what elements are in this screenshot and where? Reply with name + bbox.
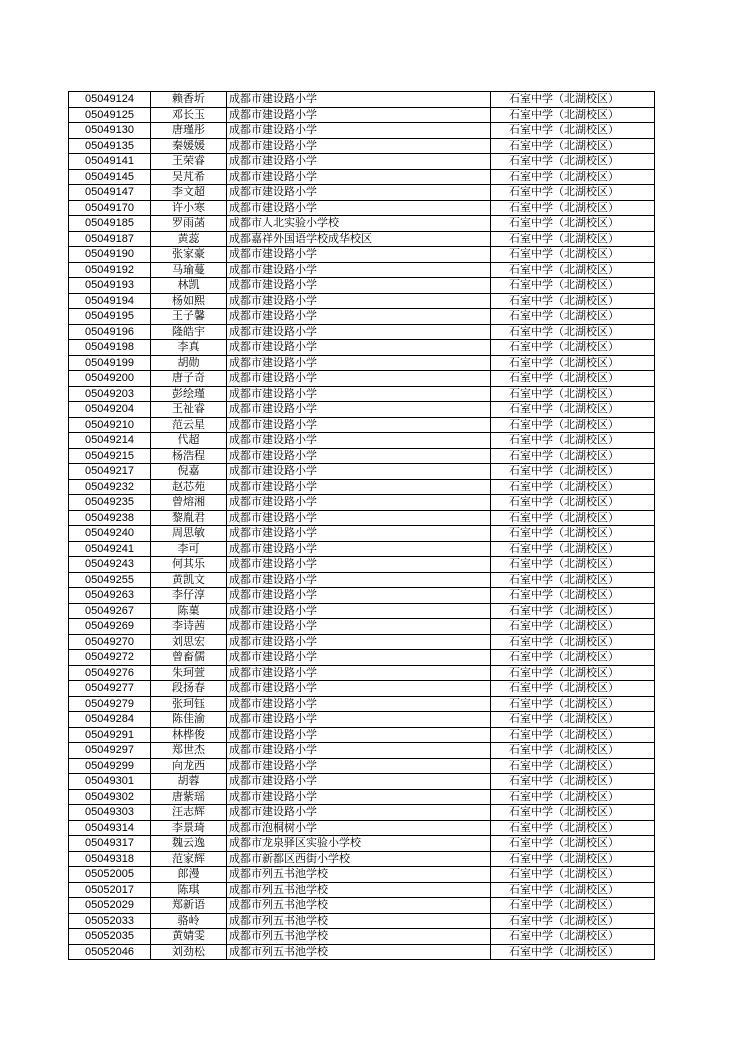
- admitted-school-cell: 石室中学（北湖校区）: [491, 262, 655, 278]
- primary-school-cell: 成都市建设路小学: [227, 247, 491, 263]
- student-name-cell: 郎漫: [151, 867, 227, 883]
- student-name-cell: 胡蓉: [151, 774, 227, 790]
- table-row: [69, 278, 655, 294]
- table-row: [69, 169, 655, 185]
- student-name-cell: 林凯: [151, 278, 227, 294]
- student-id-cell: 05049255: [69, 572, 151, 588]
- student-id-cell: 05049125: [69, 107, 151, 123]
- student-name-cell: 李诗茜: [151, 619, 227, 635]
- admitted-school-cell: 石室中学（北湖校区）: [491, 510, 655, 526]
- admitted-school-cell: 石室中学（北湖校区）: [491, 309, 655, 325]
- table-row: [69, 216, 655, 232]
- admitted-school-cell: 石室中学（北湖校区）: [491, 712, 655, 728]
- student-name-cell: 马瑜蔓: [151, 262, 227, 278]
- student-name-cell: 李可: [151, 541, 227, 557]
- table-row: [69, 665, 655, 681]
- primary-school-cell: 成都市建设路小学: [227, 464, 491, 480]
- primary-school-cell: 成都市建设路小学: [227, 417, 491, 433]
- table-row: [69, 371, 655, 387]
- admitted-school-cell: 石室中学（北湖校区）: [491, 355, 655, 371]
- table-row: [69, 324, 655, 340]
- primary-school-cell: 成都市泡桐树小学: [227, 820, 491, 836]
- table-row: [69, 681, 655, 697]
- table-row: [69, 929, 655, 945]
- student-name-cell: 黄蕊: [151, 231, 227, 247]
- admitted-school-cell: 石室中学（北湖校区）: [491, 169, 655, 185]
- table-row: [69, 619, 655, 635]
- student-id-cell: 05052017: [69, 882, 151, 898]
- table-row: [69, 789, 655, 805]
- student-name-cell: 黄婧雯: [151, 929, 227, 945]
- table-row: [69, 836, 655, 852]
- student-id-cell: 05052029: [69, 898, 151, 914]
- student-name-cell: 李景琦: [151, 820, 227, 836]
- student-name-cell: 汪志辉: [151, 805, 227, 821]
- table-row: [69, 510, 655, 526]
- student-id-cell: 05049267: [69, 603, 151, 619]
- primary-school-cell: 成都市建设路小学: [227, 727, 491, 743]
- student-id-cell: 05049196: [69, 324, 151, 340]
- admitted-school-cell: 石室中学（北湖校区）: [491, 278, 655, 294]
- primary-school-cell: 成都市建设路小学: [227, 774, 491, 790]
- table-body: [69, 92, 655, 960]
- student-name-cell: 黄凯文: [151, 572, 227, 588]
- primary-school-cell: 成都市建设路小学: [227, 340, 491, 356]
- student-id-cell: 05049263: [69, 588, 151, 604]
- admitted-school-cell: 石室中学（北湖校区）: [491, 681, 655, 697]
- admitted-school-cell: 石室中学（北湖校区）: [491, 944, 655, 960]
- student-name-cell: 唐瑾彤: [151, 123, 227, 139]
- student-id-cell: 05049317: [69, 836, 151, 852]
- table-row: [69, 572, 655, 588]
- student-name-cell: 王祉睿: [151, 402, 227, 418]
- student-id-cell: 05049193: [69, 278, 151, 294]
- primary-school-cell: 成都市建设路小学: [227, 262, 491, 278]
- admitted-school-cell: 石室中学（北湖校区）: [491, 774, 655, 790]
- primary-school-cell: 成都市建设路小学: [227, 138, 491, 154]
- table-row: [69, 355, 655, 371]
- primary-school-cell: 成都市人北实验小学校: [227, 216, 491, 232]
- primary-school-cell: 成都市建设路小学: [227, 541, 491, 557]
- admitted-school-cell: 石室中学（北湖校区）: [491, 417, 655, 433]
- table-row: [69, 92, 655, 108]
- student-name-cell: 杨浩程: [151, 448, 227, 464]
- primary-school-cell: 成都嘉祥外国语学校成华校区: [227, 231, 491, 247]
- student-name-cell: 唐紫瑶: [151, 789, 227, 805]
- admitted-school-cell: 石室中学（北湖校区）: [491, 340, 655, 356]
- student-id-cell: 05052035: [69, 929, 151, 945]
- student-id-cell: 05049301: [69, 774, 151, 790]
- primary-school-cell: 成都市列五书池学校: [227, 913, 491, 929]
- admitted-school-cell: 石室中学（北湖校区）: [491, 588, 655, 604]
- student-name-cell: 朱珂萱: [151, 665, 227, 681]
- student-id-cell: 05049318: [69, 851, 151, 867]
- admitted-school-cell: 石室中学（北湖校区）: [491, 727, 655, 743]
- student-id-cell: 05049276: [69, 665, 151, 681]
- admitted-school-cell: 石室中学（北湖校区）: [491, 200, 655, 216]
- table-row: [69, 200, 655, 216]
- student-name-cell: 周思敏: [151, 526, 227, 542]
- primary-school-cell: 成都市建设路小学: [227, 743, 491, 759]
- table-row: [69, 479, 655, 495]
- student-id-cell: 05049190: [69, 247, 151, 263]
- table-row: [69, 805, 655, 821]
- student-name-cell: 吴芃希: [151, 169, 227, 185]
- student-name-cell: 曾熔湘: [151, 495, 227, 511]
- table-row: [69, 634, 655, 650]
- student-id-cell: 05052005: [69, 867, 151, 883]
- table-row: [69, 541, 655, 557]
- student-id-cell: 05049194: [69, 293, 151, 309]
- student-name-cell: 刘劲松: [151, 944, 227, 960]
- admitted-school-cell: 石室中学（北湖校区）: [491, 495, 655, 511]
- primary-school-cell: 成都市建设路小学: [227, 681, 491, 697]
- student-name-cell: 彭绘瑾: [151, 386, 227, 402]
- student-name-cell: 魏云逸: [151, 836, 227, 852]
- primary-school-cell: 成都市列五书池学校: [227, 898, 491, 914]
- student-id-cell: 05049232: [69, 479, 151, 495]
- table-row: [69, 107, 655, 123]
- student-name-cell: 陈菓: [151, 603, 227, 619]
- student-id-cell: 05049269: [69, 619, 151, 635]
- admitted-school-cell: 石室中学（北湖校区）: [491, 572, 655, 588]
- student-name-cell: 何其乐: [151, 557, 227, 573]
- primary-school-cell: 成都市建设路小学: [227, 557, 491, 573]
- student-name-cell: 邓长玉: [151, 107, 227, 123]
- student-id-cell: 05049141: [69, 154, 151, 170]
- primary-school-cell: 成都市建设路小学: [227, 123, 491, 139]
- table-row: [69, 557, 655, 573]
- student-id-cell: 05052046: [69, 944, 151, 960]
- student-id-cell: 05049243: [69, 557, 151, 573]
- primary-school-cell: 成都市建设路小学: [227, 712, 491, 728]
- student-id-cell: 05049145: [69, 169, 151, 185]
- student-name-cell: 王子馨: [151, 309, 227, 325]
- admitted-school-cell: 石室中学（北湖校区）: [491, 123, 655, 139]
- student-name-cell: 黎胤君: [151, 510, 227, 526]
- primary-school-cell: 成都市建设路小学: [227, 309, 491, 325]
- admitted-school-cell: 石室中学（北湖校区）: [491, 913, 655, 929]
- student-name-cell: 郑世杰: [151, 743, 227, 759]
- primary-school-cell: 成都市建设路小学: [227, 402, 491, 418]
- student-id-cell: 05052033: [69, 913, 151, 929]
- student-id-cell: 05049270: [69, 634, 151, 650]
- table-row: [69, 588, 655, 604]
- admitted-school-cell: 石室中学（北湖校区）: [491, 758, 655, 774]
- table-row: [69, 774, 655, 790]
- student-id-cell: 05049217: [69, 464, 151, 480]
- primary-school-cell: 成都市建设路小学: [227, 355, 491, 371]
- admitted-school-cell: 石室中学（北湖校区）: [491, 526, 655, 542]
- table-row: [69, 293, 655, 309]
- table-row: [69, 495, 655, 511]
- primary-school-cell: 成都市建设路小学: [227, 278, 491, 294]
- primary-school-cell: 成都市建设路小学: [227, 495, 491, 511]
- student-name-cell: 许小寒: [151, 200, 227, 216]
- admitted-school-cell: 石室中学（北湖校区）: [491, 851, 655, 867]
- student-id-cell: 05049272: [69, 650, 151, 666]
- admitted-school-cell: 石室中学（北湖校区）: [491, 882, 655, 898]
- table-row: [69, 464, 655, 480]
- primary-school-cell: 成都市列五书池学校: [227, 882, 491, 898]
- table-row: [69, 526, 655, 542]
- student-id-cell: 05049124: [69, 92, 151, 108]
- student-name-cell: 隆皓宇: [151, 324, 227, 340]
- student-id-cell: 05049147: [69, 185, 151, 201]
- student-id-cell: 05049203: [69, 386, 151, 402]
- table-row: [69, 882, 655, 898]
- admitted-school-cell: 石室中学（北湖校区）: [491, 464, 655, 480]
- table-row: [69, 340, 655, 356]
- primary-school-cell: 成都市列五书池学校: [227, 944, 491, 960]
- admitted-school-cell: 石室中学（北湖校区）: [491, 898, 655, 914]
- student-id-cell: 05049303: [69, 805, 151, 821]
- admitted-school-cell: 石室中学（北湖校区）: [491, 867, 655, 883]
- table-row: [69, 696, 655, 712]
- table-row: [69, 402, 655, 418]
- primary-school-cell: 成都市建设路小学: [227, 293, 491, 309]
- admission-list-table: [68, 91, 655, 960]
- admitted-school-cell: 石室中学（北湖校区）: [491, 92, 655, 108]
- primary-school-cell: 成都市建设路小学: [227, 185, 491, 201]
- student-id-cell: 05049277: [69, 681, 151, 697]
- primary-school-cell: 成都市建设路小学: [227, 650, 491, 666]
- primary-school-cell: 成都市建设路小学: [227, 169, 491, 185]
- admitted-school-cell: 石室中学（北湖校区）: [491, 185, 655, 201]
- admitted-school-cell: 石室中学（北湖校区）: [491, 433, 655, 449]
- table-row: [69, 448, 655, 464]
- table-row: [69, 867, 655, 883]
- admitted-school-cell: 石室中学（北湖校区）: [491, 820, 655, 836]
- admitted-school-cell: 石室中学（北湖校区）: [491, 603, 655, 619]
- table-row: [69, 898, 655, 914]
- student-id-cell: 05049170: [69, 200, 151, 216]
- student-name-cell: 代超: [151, 433, 227, 449]
- student-name-cell: 杨如熙: [151, 293, 227, 309]
- student-id-cell: 05049215: [69, 448, 151, 464]
- primary-school-cell: 成都市龙泉驿区实验小学校: [227, 836, 491, 852]
- table-row: [69, 185, 655, 201]
- table-row: [69, 154, 655, 170]
- admitted-school-cell: 石室中学（北湖校区）: [491, 650, 655, 666]
- primary-school-cell: 成都市建设路小学: [227, 448, 491, 464]
- admitted-school-cell: 石室中学（北湖校区）: [491, 107, 655, 123]
- student-name-cell: 刘思宏: [151, 634, 227, 650]
- table-row: [69, 603, 655, 619]
- admitted-school-cell: 石室中学（北湖校区）: [491, 634, 655, 650]
- student-id-cell: 05049214: [69, 433, 151, 449]
- student-id-cell: 05049199: [69, 355, 151, 371]
- student-id-cell: 05049284: [69, 712, 151, 728]
- table-row: [69, 138, 655, 154]
- primary-school-cell: 成都市建设路小学: [227, 92, 491, 108]
- primary-school-cell: 成都市建设路小学: [227, 572, 491, 588]
- admitted-school-cell: 石室中学（北湖校区）: [491, 138, 655, 154]
- student-name-cell: 李文超: [151, 185, 227, 201]
- student-id-cell: 05049279: [69, 696, 151, 712]
- table-row: [69, 433, 655, 449]
- admitted-school-cell: 石室中学（北湖校区）: [491, 324, 655, 340]
- admitted-school-cell: 石室中学（北湖校区）: [491, 557, 655, 573]
- student-id-cell: 05049198: [69, 340, 151, 356]
- primary-school-cell: 成都市建设路小学: [227, 619, 491, 635]
- student-id-cell: 05049192: [69, 262, 151, 278]
- admitted-school-cell: 石室中学（北湖校区）: [491, 929, 655, 945]
- student-name-cell: 林桦俊: [151, 727, 227, 743]
- table-row: [69, 262, 655, 278]
- table-row: [69, 758, 655, 774]
- student-name-cell: 倪嘉: [151, 464, 227, 480]
- admitted-school-cell: 石室中学（北湖校区）: [491, 247, 655, 263]
- primary-school-cell: 成都市建设路小学: [227, 371, 491, 387]
- student-id-cell: 05049204: [69, 402, 151, 418]
- admitted-school-cell: 石室中学（北湖校区）: [491, 371, 655, 387]
- student-id-cell: 05049314: [69, 820, 151, 836]
- student-id-cell: 05049200: [69, 371, 151, 387]
- admitted-school-cell: 石室中学（北湖校区）: [491, 789, 655, 805]
- student-id-cell: 05049241: [69, 541, 151, 557]
- student-name-cell: 罗雨菡: [151, 216, 227, 232]
- admitted-school-cell: 石室中学（北湖校区）: [491, 154, 655, 170]
- admitted-school-cell: 石室中学（北湖校区）: [491, 479, 655, 495]
- student-name-cell: 张珂钰: [151, 696, 227, 712]
- student-id-cell: 05049297: [69, 743, 151, 759]
- primary-school-cell: 成都市建设路小学: [227, 433, 491, 449]
- table-row: [69, 944, 655, 960]
- student-id-cell: 05049185: [69, 216, 151, 232]
- student-name-cell: 骆岭: [151, 913, 227, 929]
- primary-school-cell: 成都市建设路小学: [227, 758, 491, 774]
- student-name-cell: 陈琪: [151, 882, 227, 898]
- primary-school-cell: 成都市建设路小学: [227, 479, 491, 495]
- student-name-cell: 张家豪: [151, 247, 227, 263]
- student-name-cell: 陈佳渝: [151, 712, 227, 728]
- table-row: [69, 913, 655, 929]
- admitted-school-cell: 石室中学（北湖校区）: [491, 216, 655, 232]
- admitted-school-cell: 石室中学（北湖校区）: [491, 696, 655, 712]
- student-id-cell: 05049299: [69, 758, 151, 774]
- admitted-school-cell: 石室中学（北湖校区）: [491, 386, 655, 402]
- table-row: [69, 820, 655, 836]
- admitted-school-cell: 石室中学（北湖校区）: [491, 743, 655, 759]
- student-name-cell: 段扬春: [151, 681, 227, 697]
- student-id-cell: 05049240: [69, 526, 151, 542]
- admitted-school-cell: 石室中学（北湖校区）: [491, 665, 655, 681]
- student-id-cell: 05049235: [69, 495, 151, 511]
- primary-school-cell: 成都市建设路小学: [227, 634, 491, 650]
- primary-school-cell: 成都市新都区西街小学校: [227, 851, 491, 867]
- student-name-cell: 李真: [151, 340, 227, 356]
- student-name-cell: 曾畜儒: [151, 650, 227, 666]
- admitted-school-cell: 石室中学（北湖校区）: [491, 541, 655, 557]
- admitted-school-cell: 石室中学（北湖校区）: [491, 448, 655, 464]
- student-id-cell: 05049195: [69, 309, 151, 325]
- admitted-school-cell: 石室中学（北湖校区）: [491, 805, 655, 821]
- student-name-cell: 胡勋: [151, 355, 227, 371]
- student-id-cell: 05049291: [69, 727, 151, 743]
- admitted-school-cell: 石室中学（北湖校区）: [491, 231, 655, 247]
- student-id-cell: 05049130: [69, 123, 151, 139]
- primary-school-cell: 成都市建设路小学: [227, 665, 491, 681]
- table-row: [69, 247, 655, 263]
- table-row: [69, 727, 655, 743]
- student-id-cell: 05049210: [69, 417, 151, 433]
- admitted-school-cell: 石室中学（北湖校区）: [491, 619, 655, 635]
- student-id-cell: 05049135: [69, 138, 151, 154]
- table-row: [69, 231, 655, 247]
- primary-school-cell: 成都市建设路小学: [227, 588, 491, 604]
- primary-school-cell: 成都市建设路小学: [227, 107, 491, 123]
- table-row: [69, 743, 655, 759]
- primary-school-cell: 成都市建设路小学: [227, 526, 491, 542]
- primary-school-cell: 成都市列五书池学校: [227, 867, 491, 883]
- primary-school-cell: 成都市建设路小学: [227, 386, 491, 402]
- table-row: [69, 851, 655, 867]
- student-name-cell: 秦媛媛: [151, 138, 227, 154]
- student-name-cell: 赖香圻: [151, 92, 227, 108]
- table-row: [69, 386, 655, 402]
- student-name-cell: 范云星: [151, 417, 227, 433]
- student-name-cell: 王荣睿: [151, 154, 227, 170]
- student-name-cell: 向龙西: [151, 758, 227, 774]
- table-row: [69, 417, 655, 433]
- table-row: [69, 712, 655, 728]
- table-row: [69, 309, 655, 325]
- primary-school-cell: 成都市建设路小学: [227, 324, 491, 340]
- admitted-school-cell: 石室中学（北湖校区）: [491, 836, 655, 852]
- primary-school-cell: 成都市建设路小学: [227, 154, 491, 170]
- admitted-school-cell: 石室中学（北湖校区）: [491, 402, 655, 418]
- primary-school-cell: 成都市建设路小学: [227, 805, 491, 821]
- table-row: [69, 123, 655, 139]
- student-name-cell: 李仔淳: [151, 588, 227, 604]
- table-row: [69, 650, 655, 666]
- primary-school-cell: 成都市建设路小学: [227, 789, 491, 805]
- primary-school-cell: 成都市建设路小学: [227, 200, 491, 216]
- student-name-cell: 唐子奇: [151, 371, 227, 387]
- student-name-cell: 赵芯苑: [151, 479, 227, 495]
- student-name-cell: 郑新语: [151, 898, 227, 914]
- student-id-cell: 05049302: [69, 789, 151, 805]
- student-id-cell: 05049187: [69, 231, 151, 247]
- primary-school-cell: 成都市建设路小学: [227, 696, 491, 712]
- primary-school-cell: 成都市建设路小学: [227, 510, 491, 526]
- student-id-cell: 05049238: [69, 510, 151, 526]
- student-name-cell: 范家辉: [151, 851, 227, 867]
- primary-school-cell: 成都市建设路小学: [227, 603, 491, 619]
- primary-school-cell: 成都市列五书池学校: [227, 929, 491, 945]
- admitted-school-cell: 石室中学（北湖校区）: [491, 293, 655, 309]
